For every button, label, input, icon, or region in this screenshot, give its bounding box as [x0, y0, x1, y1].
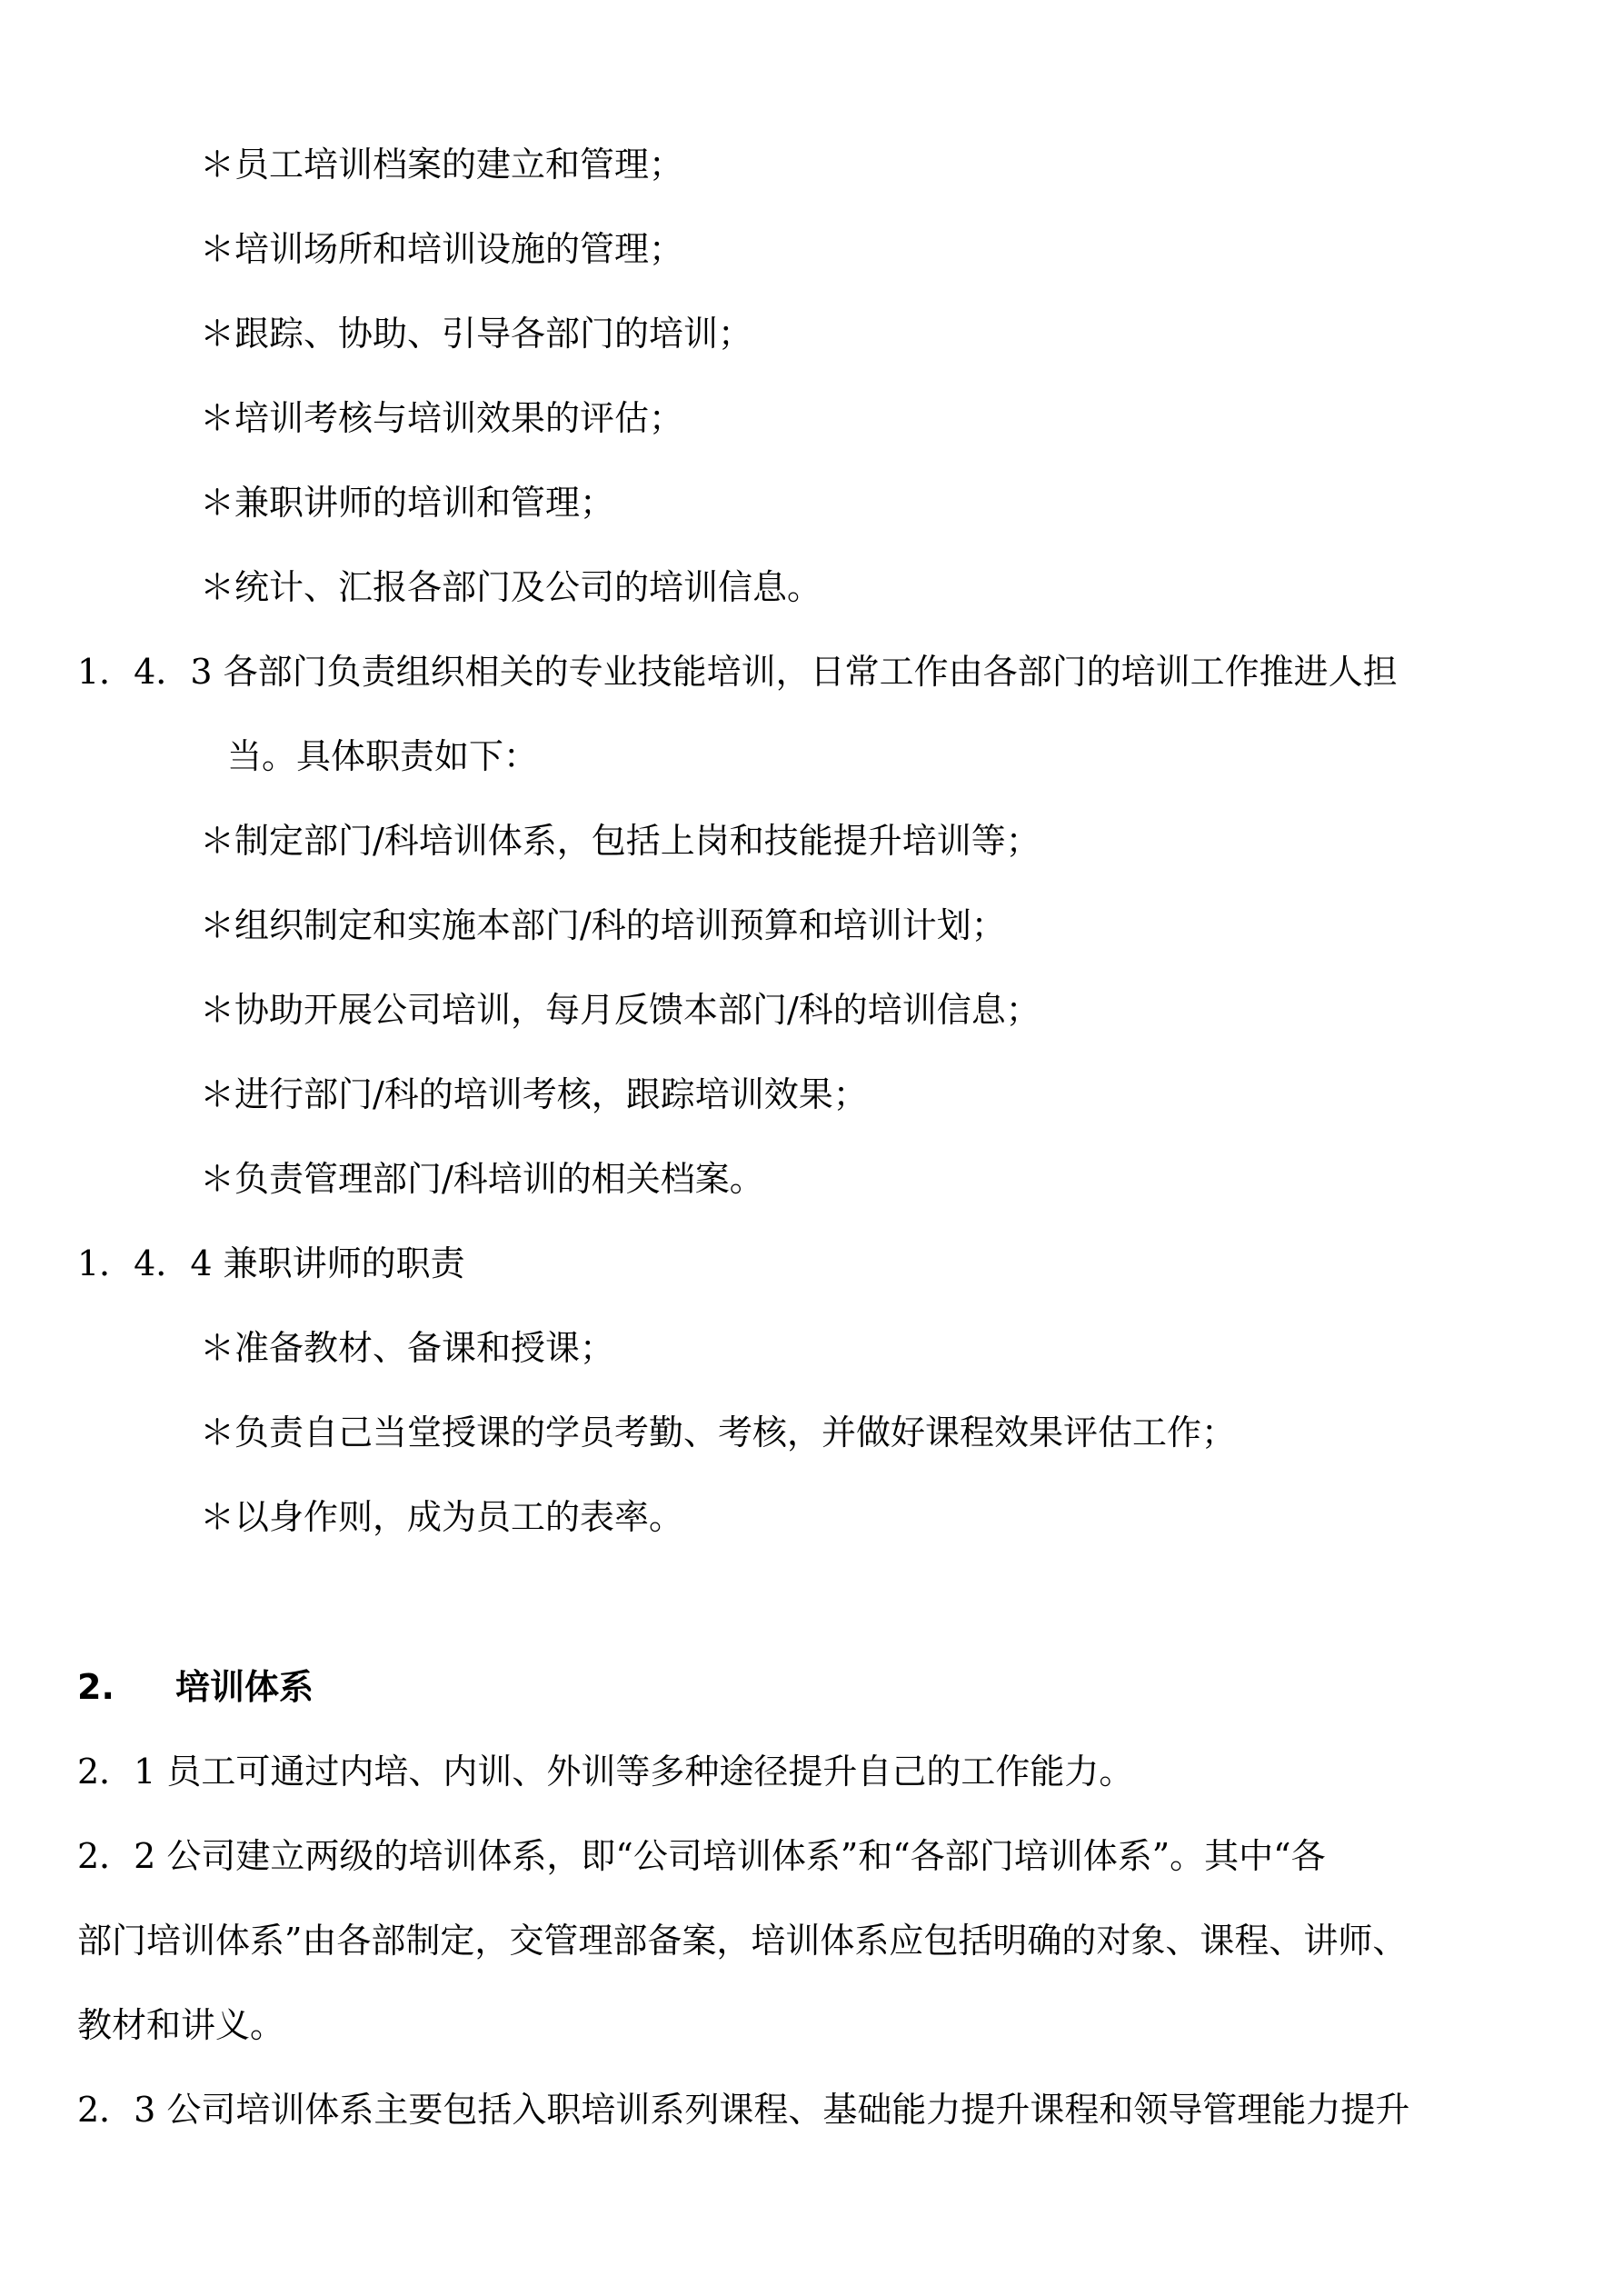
list-item: ＊培训考核与培训效果的评估；	[200, 398, 684, 438]
list-item: ＊负责管理部门/科培训的相关档案。	[200, 1159, 764, 1199]
list-item: ＊统计、汇报各部门及公司的培训信息。	[200, 567, 822, 607]
paragraph-2-2-line-2: 部门培训体系”由各部制定，交管理部备案，培训体系应包括明确的对象、课程、讲师、	[77, 1921, 1408, 1961]
paragraph-2-3-line-1: 2．3 公司培训体系主要包括入职培训系列课程、基础能力提升课程和领导管理能力提升	[77, 2090, 1410, 2130]
list-item: ＊准备教材、备课和授课；	[200, 1328, 615, 1368]
section-1-4-4-heading: 1．4．4 兼职讲师的职责	[77, 1243, 465, 1283]
section-2-title: 培训体系	[175, 1667, 314, 1707]
list-item: ＊以身作则，成为员工的表率。	[200, 1497, 684, 1537]
paragraph-2-2-line-1: 2．2 公司建立两级的培训体系，即“公司培训体系”和“各部门培训体系”。其中“各	[77, 1836, 1326, 1876]
list-item: ＊制定部门/科培训体系，包括上岗和技能提升培训等；	[200, 821, 1041, 861]
list-item: ＊协助开展公司培训，每月反馈本部门/科的培训信息；	[200, 990, 1041, 1030]
list-item: ＊组织制定和实施本部门/科的培训预算和培训计划；	[200, 905, 1006, 945]
section-2-number: 2.	[77, 1667, 115, 1707]
section-1-4-3-heading: 1．4．3 各部门负责组织相关的专业技能培训，日常工作由各部门的培训工作推进人担	[77, 652, 1398, 692]
list-item: ＊进行部门/科的培训考核，跟踪培训效果；	[200, 1074, 868, 1114]
list-item: ＊员工培训档案的建立和管理；	[200, 145, 684, 185]
section-1-4-3-continuation: 当。具体职责如下：	[227, 736, 539, 776]
list-item: ＊兼职讲师的培训和管理；	[200, 483, 615, 523]
paragraph-2-1: 2．1 员工可通过内培、内训、外训等多种途径提升自己的工作能力。	[77, 1752, 1134, 1792]
list-item: ＊培训场所和培训设施的管理；	[200, 229, 684, 269]
list-item: ＊跟踪、协助、引导各部门的培训；	[200, 314, 753, 354]
list-item: ＊负责自己当堂授课的学员考勤、考核，并做好课程效果评估工作；	[200, 1413, 1237, 1452]
paragraph-2-2-line-3: 教材和讲义。	[77, 2005, 285, 2045]
